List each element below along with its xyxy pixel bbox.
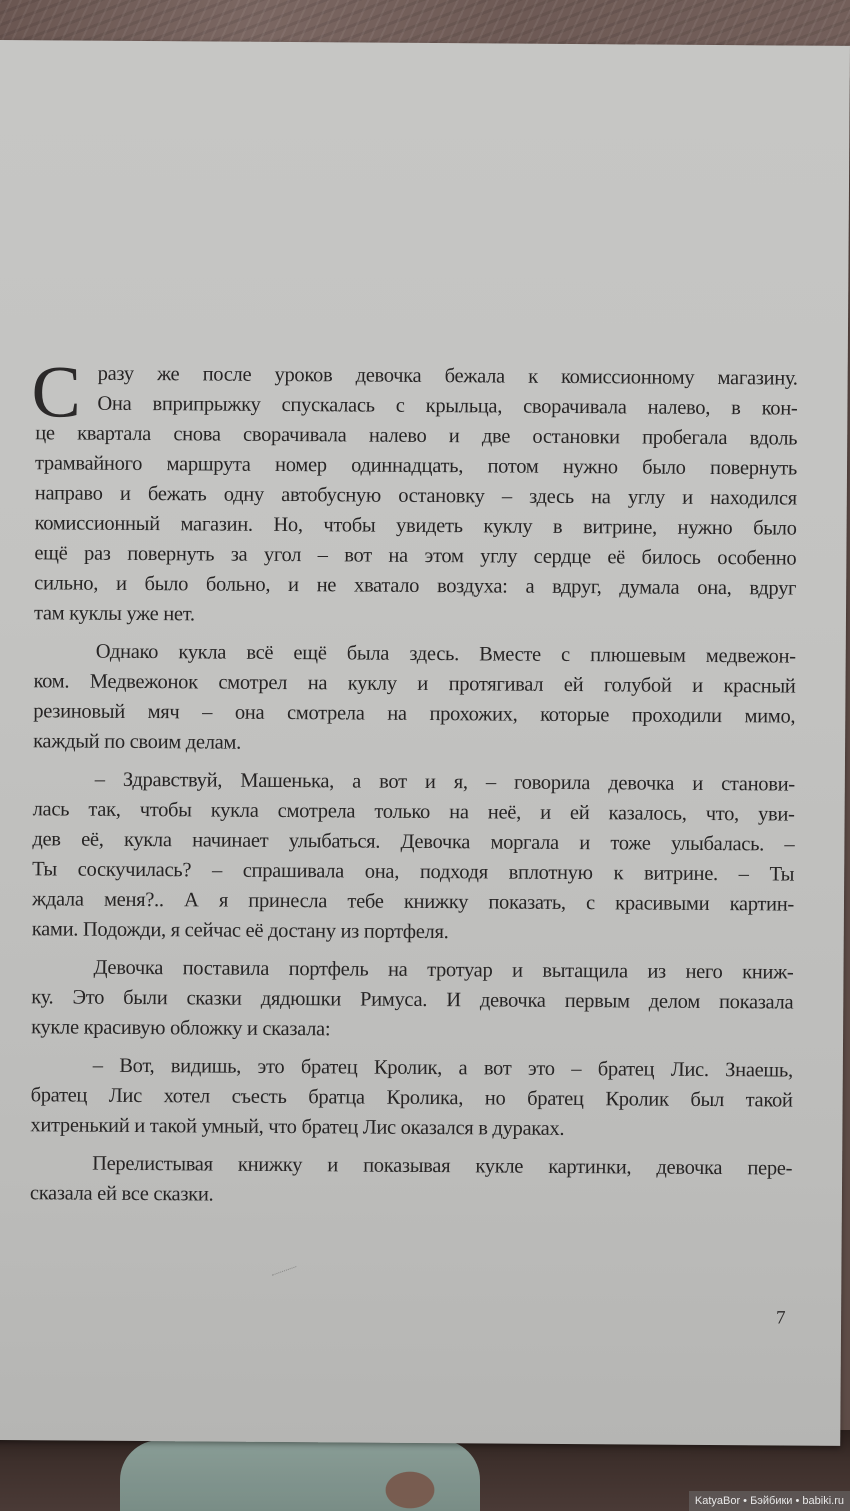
text-line: каждый по своим делам. — [33, 730, 242, 754]
paragraph-3 — [32, 764, 795, 949]
text-line: направо и бежать одну автобусную остановку – здесь на углу и находился — [34, 482, 797, 510]
text-line: резиновый мяч – она смотрела на прохожих, которые проходили мимо, — [33, 700, 796, 728]
background-floral-fabric — [120, 1440, 480, 1511]
book-page — [0, 40, 850, 1446]
text-line: це квартала снова сворачивала налево и две остановки пробегала вдоль — [35, 422, 798, 450]
text-line: братец Лис хотел съесть братца Кролика, но братец Кролик был такой — [30, 1084, 793, 1112]
text-line: ками. Подожди, я сейчас её достану из портфеля. — [31, 918, 449, 944]
paragraph-4 — [31, 952, 794, 1047]
text-line: там куклы уже нет. — [33, 602, 195, 626]
text-line: Девочка поставила портфель на тротуар и вытащила из него книж- — [93, 956, 794, 984]
paragraph-6 — [30, 1148, 792, 1213]
text-line: хитренький и такой умный, что братец Лис оказался в дураках. — [30, 1114, 565, 1140]
text-line: Однако кукла всё ещё была здесь. Вместе с плюшевым медвежон- — [95, 640, 796, 668]
paragraph-5 — [30, 1050, 793, 1145]
text-line: разу же после уроков девочка бежала к комиссионному магазину. — [97, 362, 798, 390]
page-number: 7 — [776, 1307, 786, 1329]
paragraph-1 — [34, 358, 798, 633]
text-line: – Вот, видишь, это братец Кролик, а вот это – братец Лис. Знаешь, — [92, 1054, 793, 1082]
text-line: кукле красивую обложку и сказала: — [31, 1016, 331, 1041]
paragraph-2 — [33, 636, 796, 761]
text-line: ку. Это были сказки дядюшки Римуса. И девочка первым делом показала — [31, 986, 794, 1014]
drop-cap: С — [31, 351, 81, 434]
text-line: ждала меня?.. А я принесла тебе книжку показать, с красивыми картин- — [31, 888, 795, 916]
watermark: KatyaBor • Бэйбики • babiki.ru — [689, 1491, 850, 1511]
pencil-mark — [272, 1266, 302, 1289]
text-line: сказала ей все сказки. — [29, 1182, 214, 1206]
text-line: дев её, кукла начинает улыбаться. Девочка моргала и тоже улыбалась. – — [32, 828, 795, 856]
text-line: Она вприпрыжку спускалась с крыльца, сворачивала налево, в кон- — [97, 392, 798, 420]
text-line: комиссионный магазин. Но, чтобы увидеть куклу в витрине, нужно было — [34, 512, 797, 540]
text-line: сильно, и было больно, и не хватало воздуха: а вдруг, думала она, вдруг — [34, 572, 797, 600]
text-line: Ты соскучилась? – спрашивала она, подходя вплотную к витрине. – Ты — [32, 858, 795, 886]
text-line: лась так, чтобы кукла смотрела только на неё, и ей казалось, что, уви- — [32, 798, 795, 826]
text-line: Перелистывая книжку и показывая кукле картинки, девочка пере- — [92, 1152, 793, 1180]
text-line: – Здравствуй, Машенька, а вот и я, – говорила девочка и станови- — [94, 768, 795, 796]
page-text — [29, 351, 798, 1221]
text-line: ещё раз повернуть за угол – вот на этом углу сердце её билось особенно — [34, 542, 797, 570]
text-line: трамвайного маршрута номер одиннадцать, потом нужно было повернуть — [34, 452, 798, 480]
text-line: ком. Медвежонок смотрел на куклу и протягивал ей голубой и красный — [33, 670, 796, 698]
